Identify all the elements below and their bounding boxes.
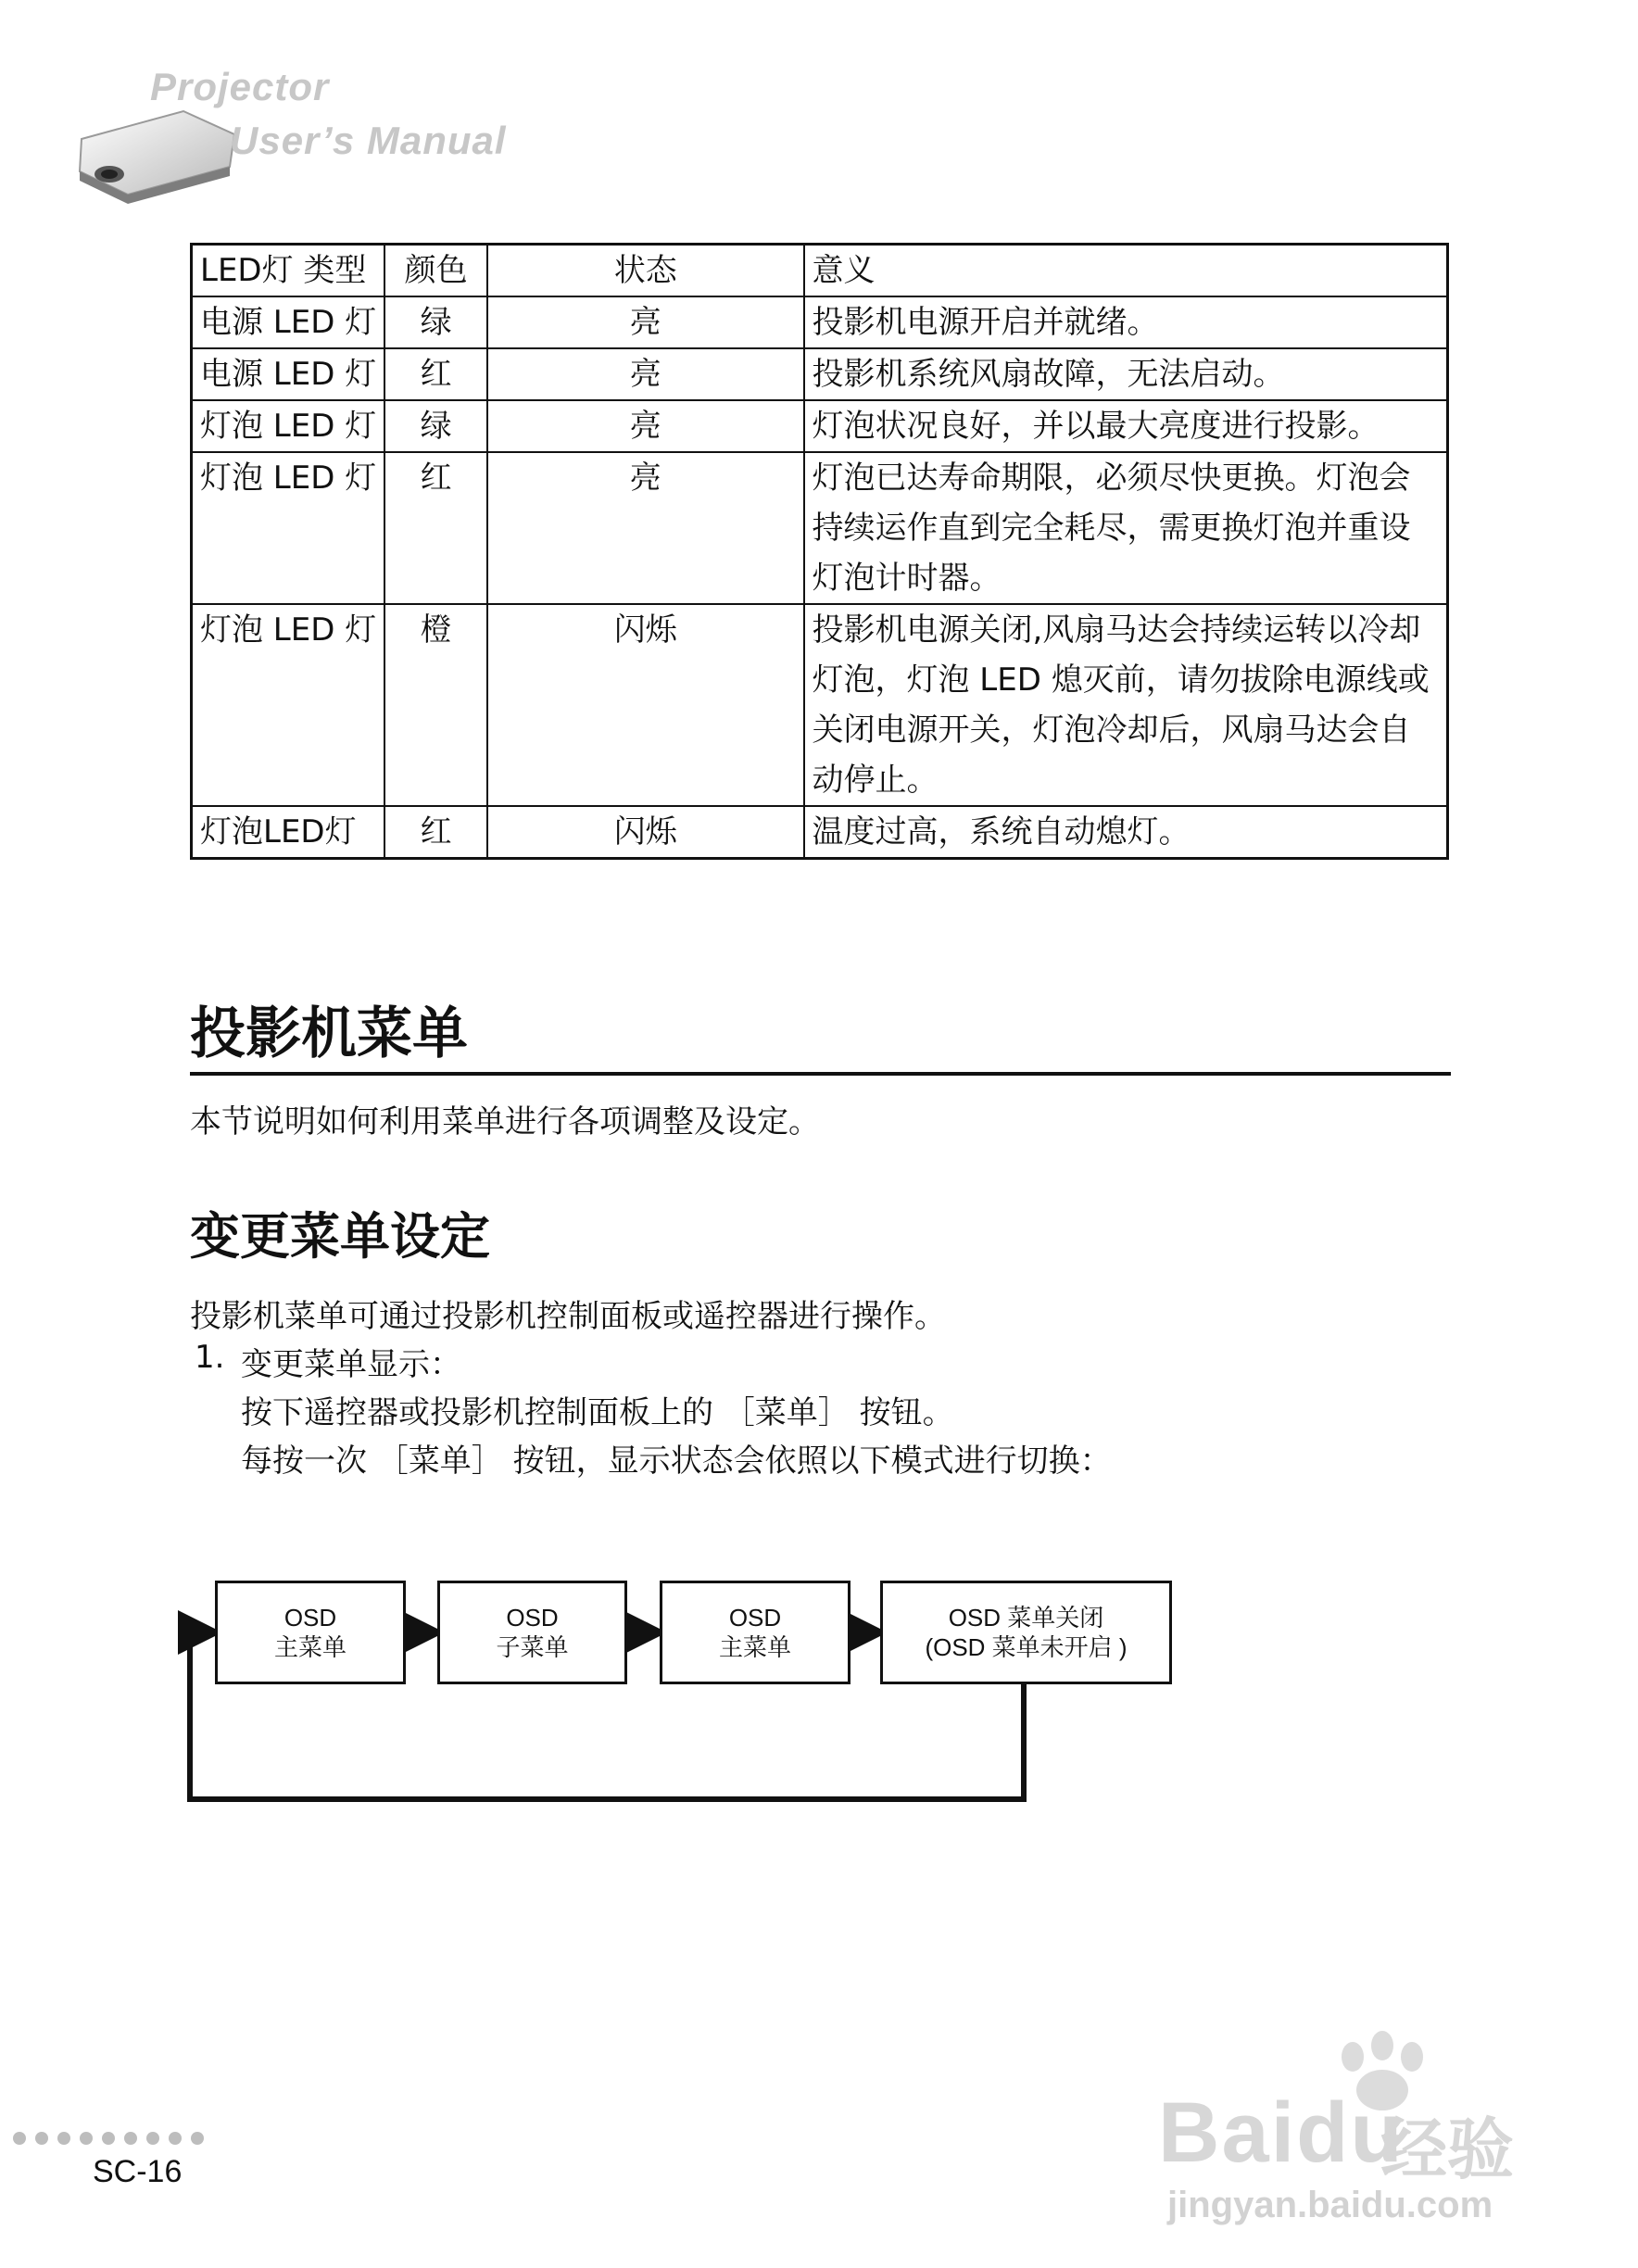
flow-box-osd-main-menu	[215, 1581, 406, 1684]
header-state: 状态	[487, 245, 804, 297]
baidu-jingyan-watermark	[1158, 2029, 1547, 2224]
menu-operation-text: 投影机菜单可通过投影机控制面板或遥控器进行操作。	[190, 1298, 946, 1335]
cell-meaning: 投影机电源开启并就绪。	[804, 296, 1448, 348]
table-row	[192, 452, 1448, 604]
flow-box-osd-menu-off	[880, 1581, 1172, 1684]
table-row	[192, 348, 1448, 400]
cell-led-type: 灯泡 LED 灯	[192, 400, 385, 452]
cell-meaning: 温度过高，系统自动熄灯。	[804, 806, 1448, 859]
step-line-2: 每按一次 ［菜单］ 按钮，显示状态会依照以下模式进行切换：	[241, 1443, 1112, 1480]
cell-state: 闪烁	[487, 806, 804, 859]
cell-meaning: 投影机电源关闭,风扇马达会持续运转以冷却灯泡，灯泡 LED 熄灭前，请勿拔除电源线或关闭电源开关，灯泡冷却后，风扇马达会自动停止。	[804, 604, 1448, 806]
watermark-jingyan: 经验	[1380, 2110, 1515, 2188]
flow-box-line1: OSD	[284, 1604, 337, 1632]
subsection-title: 变更菜单设定	[190, 1207, 490, 1266]
cell-color: 橙	[384, 604, 487, 806]
cell-meaning: 投影机系统风扇故障，无法启动。	[804, 348, 1448, 400]
cell-meaning: 灯泡已达寿命期限，必须尽快更换。灯泡会持续运作直到完全耗尽，需更换灯泡并重设灯泡计时器。	[804, 452, 1448, 604]
table-row	[192, 806, 1448, 859]
cell-state: 亮	[487, 400, 804, 452]
brand-line-projector: Projector	[150, 65, 330, 108]
cell-color: 红	[384, 806, 487, 859]
table-header-row	[192, 245, 1448, 297]
flow-box-line1: OSD 菜单关闭	[948, 1604, 1104, 1632]
brand-line-users-manual: User’s Manual	[230, 119, 507, 162]
section-intro: 本节说明如何利用菜单进行各项调整及设定。	[190, 1103, 820, 1140]
flow-box-line2: 主菜单	[273, 1633, 346, 1661]
footer-dots	[13, 2131, 213, 2148]
cell-led-type: 电源 LED 灯	[192, 296, 385, 348]
watermark-logo: Baidu	[1158, 2085, 1405, 2180]
cell-state: 亮	[487, 348, 804, 400]
section-divider	[190, 1072, 1451, 1076]
cell-color: 绿	[384, 400, 487, 452]
table-row	[192, 604, 1448, 806]
flow-box-osd-main-menu-2	[660, 1581, 850, 1684]
flow-box-line2: (OSD 菜单未开启 )	[925, 1633, 1128, 1661]
cell-state: 亮	[487, 452, 804, 604]
cell-led-type: 灯泡LED灯	[192, 806, 385, 859]
cell-color: 绿	[384, 296, 487, 348]
watermark-url: jingyan.baidu.com	[1167, 2185, 1493, 2225]
flow-box-line1: OSD	[728, 1604, 782, 1632]
flow-box-line1: OSD	[506, 1604, 559, 1632]
header-led-type: LED灯 类型	[192, 245, 385, 297]
cell-led-type: 灯泡 LED 灯	[192, 452, 385, 604]
page-number: SC-16	[93, 2154, 183, 2189]
cell-color: 红	[384, 452, 487, 604]
cell-color: 红	[384, 348, 487, 400]
manual-header-logo	[72, 65, 554, 213]
cell-meaning: 灯泡状况良好，并以最大亮度进行投影。	[804, 400, 1448, 452]
section-title: 投影机菜单	[190, 1002, 468, 1066]
cell-state: 闪烁	[487, 604, 804, 806]
step-number: 1.	[195, 1339, 225, 1376]
projector-image	[72, 102, 239, 204]
header-color: 颜色	[384, 245, 487, 297]
step-title: 变更菜单显示：	[241, 1346, 461, 1383]
header-meaning: 意义	[804, 245, 1448, 297]
cell-state: 亮	[487, 296, 804, 348]
cell-led-type: 灯泡 LED 灯	[192, 604, 385, 806]
flow-box-line2: 子菜单	[496, 1633, 569, 1661]
table-row	[192, 400, 1448, 452]
flow-box-osd-sub-menu	[437, 1581, 627, 1684]
led-status-table	[190, 243, 1449, 860]
cell-led-type: 电源 LED 灯	[192, 348, 385, 400]
step-line-1: 按下遥控器或投影机控制面板上的 ［菜单］ 按钮。	[241, 1394, 954, 1431]
flow-box-line2: 主菜单	[718, 1633, 791, 1661]
table-row	[192, 296, 1448, 348]
